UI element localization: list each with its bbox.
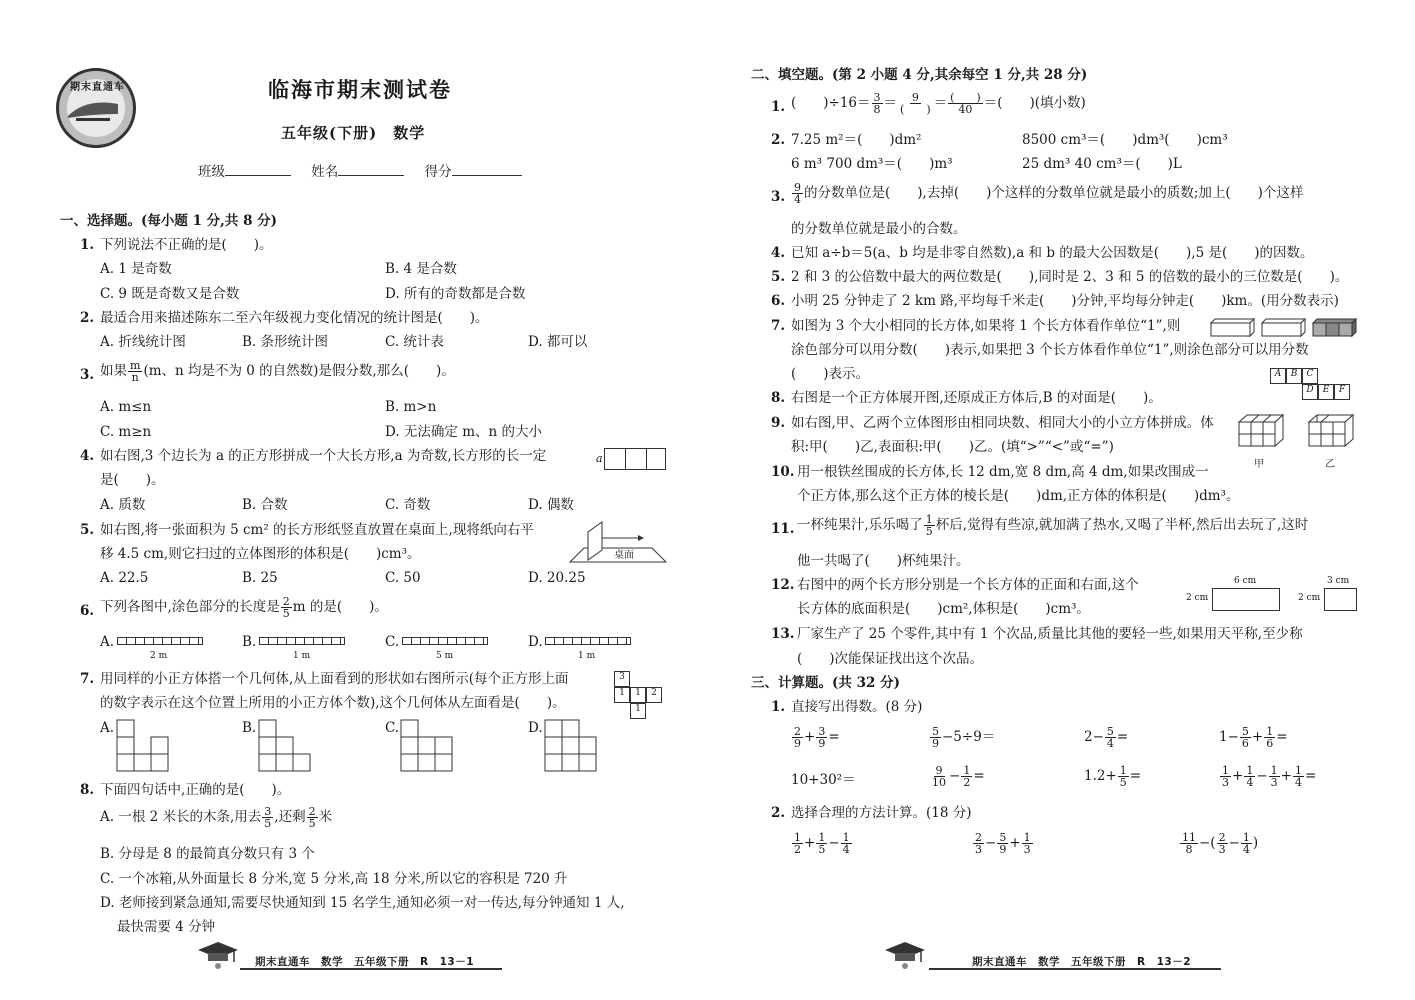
net-cell: E [1318,384,1334,400]
q8-option-d-line1[interactable]: D. 老师接到紧急通知,需要尽快通知到 15 名学生,通知必须一对一传达,每分钟通知 1 人, [100,895,625,911]
calc-1d[interactable]: 1− $\frac{5}{6}$ + $\frac{1}{6}$ = [1219,725,1288,750]
q7-option-d[interactable]: D. [528,720,543,736]
net-cell: B [1286,368,1302,384]
q7-figure-a [116,719,170,773]
page-title: 临海市期末测试卷 [268,77,452,102]
q1-option-a[interactable]: A. 1 是奇数 [100,261,172,277]
q12-side-height: 2 cm [1298,593,1321,603]
q8-stem: 下面四句话中,正确的是( )。 [100,782,291,798]
q6-ruler-c-label: 5 m [436,651,454,661]
section3-heading: 三、计算题。(共 32 分) [751,675,900,691]
fill-q11-number: 11. [771,521,795,537]
q6-number: 6. [80,603,95,619]
q5-option-a[interactable]: A. 22.5 [100,570,149,586]
q6-ruler-b-label: 1 m [293,651,311,661]
calc-2b[interactable]: $\frac{2}{3}$ − $\frac{5}{9}$ + $\frac{1}{3}$ [975,831,1031,856]
q2-option-b[interactable]: B. 条形统计图 [242,334,329,350]
net-cell: F [1334,384,1350,400]
q7-line1: 用同样的小正方体搭一个几何体,从上面看到的形状如右图所示(每个正方形上面 [100,671,569,687]
score-blank[interactable] [452,175,522,176]
fill-q3-number: 3. [771,189,786,205]
grid-cell: 2 [646,687,662,703]
grid-cell: 1 [630,703,646,719]
q7-figure-c [400,719,454,773]
q3-option-b[interactable]: B. m>n [385,399,437,415]
fill-q6[interactable]: 小明 25 分钟走了 2 km 路,平均每千米走( )分钟,平均每分钟走( )km。(用分数表示) [791,293,1339,309]
q8-option-b[interactable]: B. 分母是 8 的最简真分数只有 3 个 [100,846,315,862]
calc-1c[interactable]: 2− $\frac{5}{4}$ = [1084,725,1129,750]
net-cell: D [1302,384,1318,400]
fill-q7-line3[interactable]: ( )表示。 [791,366,870,382]
q5-figure [568,518,668,564]
fill-q13-number: 13. [771,626,795,642]
fill-q5[interactable]: 2 和 3 的公倍数中最大的两位数是( ),同时是 2、3 和 5 的倍数的最小的三位数是( )。 [791,269,1349,285]
q7-number: 7. [80,671,95,687]
calc-1b[interactable]: $\frac{5}{9}$ −5÷9＝ [932,725,996,750]
fill-q2-b[interactable]: 8500 cm³＝( )dm³( )cm³ [1022,132,1228,148]
q3-option-a[interactable]: A. m≤n [100,399,152,415]
q4-option-d[interactable]: D. 偶数 [528,497,574,513]
fill-q7-line1: 如图为 3 个大小相同的长方体,如果将 1 个长方体看作单位“1”,则 [791,318,1181,334]
q3-stem: 如果 $\frac{m}{n}$ (m、n 均是不为 0 的自然数)是假分数,那么( )。 [100,359,455,384]
class-blank[interactable] [225,175,291,176]
fill-q1-number: 1. [771,99,786,115]
q2-option-c[interactable]: C. 统计表 [385,334,444,350]
q2-number: 2. [80,310,95,326]
q6-ruler-a-label: 2 m [150,651,168,661]
q5-line1: 如右图,将一张面积为 5 cm² 的长方形纸竖直放置在桌面上,现将纸向右平 [100,522,534,538]
net-cell: C [1302,368,1318,384]
fill-q2-a[interactable]: 7.25 m²＝( )dm² [791,132,922,148]
q4-option-a[interactable]: A. 质数 [100,497,146,513]
q7-option-a[interactable]: A. [100,720,115,736]
q12-side-rect [1324,588,1357,611]
calc-p2-number: 2. [771,805,786,821]
logo-text: 期末直通车 [70,82,125,93]
q6-ruler-d-label: 1 m [578,651,596,661]
q7-line2: 的数字表示在这个位置上所用的小正方体个数),这个几何体从左面看是( )。 [100,695,566,711]
q7-figure-d [544,719,598,773]
fill-q13-line2[interactable]: ( )次能保证找出这个次品。 [797,651,984,667]
q8-option-c[interactable]: C. 一个冰箱,从外面量长 8 分米,宽 5 分米,高 18 分米,所以它的容积是 720 升 [100,871,568,887]
fill-q3-line2: 的分数单位就是最小的合数。 [791,221,967,237]
graduation-cap-icon [883,940,929,970]
q6-ruler-a [117,637,203,645]
section2-heading: 二、填空题。(第 2 小题 4 分,其余每空 1 分,共 28 分) [751,67,1088,83]
fill-q4[interactable]: 已知 a÷b＝5(a、b 均是非零自然数),a 和 b 的最大公因数是( ),5 是( )的因数。 [791,245,1314,261]
q12-front-height: 2 cm [1186,593,1209,603]
calc-p1-title: 直接写出得数。(8 分) [791,699,923,715]
fill-q9-line2[interactable]: 积:甲( )乙,表面积:甲( )乙。(填“>”“<”或“=”) [791,439,1114,455]
name-blank[interactable] [338,175,404,176]
q6-option-d[interactable]: D. [528,634,543,650]
calc-2a[interactable]: $\frac{1}{2}$ + $\frac{1}{5}$ − $\frac{1}{4}$ [794,831,850,856]
grid-cell: 1 [614,687,630,703]
calc-1f[interactable]: $\frac{9}{10}$ − $\frac{1}{2}$ = [932,764,985,789]
q4-option-b[interactable]: B. 合数 [242,497,288,513]
q3-option-c[interactable]: C. m≥n [100,424,152,440]
q1-number: 1. [80,237,95,253]
q6-option-a[interactable]: A. [100,634,115,650]
fill-q7-number: 7. [771,318,786,334]
cube-net-figure [1270,368,1360,402]
q8-option-a[interactable]: A. 一根 2 米长的木条,用去 $\frac{3}{5}$ ,还剩 $\frac{2}{5}$ 米 [100,805,333,830]
q9-solid-jia [1237,412,1285,452]
fill-q7-line2[interactable]: 涂色部分可以用分数( )表示,如果把 3 个长方体看作单位“1”,则涂色部分可以用分数 [791,342,1309,358]
info-fields [198,163,522,181]
grid-cell: 3 [614,671,630,687]
section1-heading: 一、选择题。(每小题 1 分,共 8 分) [60,213,278,229]
calc-2c[interactable]: $\frac{11}{8}$ −( $\frac{2}{3}$ − $\frac{1}{4}$ ) [1182,831,1259,856]
fill-q3-line1[interactable]: $\frac{9}{4}$ 的分数单位是( ),去掉( )个这样的分数单位就是最小的质数;加上( )个这样 [794,181,1304,206]
q7-cuboids-figure [1210,318,1360,338]
q6-option-c[interactable]: C. [385,634,400,650]
fill-q2-c[interactable]: 6 m³ 700 dm³＝( )m³ [791,156,953,172]
fill-q4-number: 4. [771,245,786,261]
q6-option-b[interactable]: B. [242,634,257,650]
q7-option-b[interactable]: B. [242,720,257,736]
fill-q9-line1: 如右图,甲、乙两个立体图形由相同块数、相同大小的小立方体拼成。体 [791,415,1214,431]
fill-q11-line2[interactable]: 他一共喝了( )杯纯果汁。 [797,553,970,569]
fill-q10-number: 10. [771,464,795,480]
q4-figure [596,448,666,470]
q7-option-c[interactable]: C. [385,720,400,736]
calc-p1-number: 1. [771,699,786,715]
q4-line1: 如右图,3 个边长为 a 的正方形拼成一个大长方形,a 为奇数,长方形的长一定 [100,448,547,464]
q12-front-rect [1212,588,1280,611]
calc-p2-title: 选择合理的方法计算。(18 分) [791,805,972,821]
q9-label-yi: 乙 [1325,459,1335,470]
fill-q12-number: 12. [771,577,795,593]
q1-stem: 下列说法不正确的是( )。 [100,237,273,253]
q6-ruler-d [545,637,631,645]
fill-q8[interactable]: 右图是一个正方体展开图,还原成正方体后,B 的对面是( )。 [791,390,1162,406]
q6-stem: 下列各图中,涂色部分的长度是 $\frac{2}{5}$ m 的是( )。 [100,595,388,620]
q1-option-c[interactable]: C. 9 既是奇数又是合数 [100,286,240,302]
q4-label-a: a [596,452,603,465]
footer-text: 期末直通车 数学 五年级下册 R 13－2 [972,956,1192,968]
fill-q8-number: 8. [771,390,786,406]
fill-q13-line1: 厂家生产了 25 个零件,其中有 1 个次品,质量比其他的要轻一些,如果用天平称,至少称 [797,626,1303,642]
fill-q5-number: 5. [771,269,786,285]
desk-label: 桌面 [614,550,634,561]
logo [56,68,136,148]
q6-ruler-b [259,637,345,645]
q3-number: 3. [80,367,95,383]
footer-text: 期末直通车 数学 五年级下册 R 13－1 [255,956,475,968]
q6-ruler-c [402,637,488,645]
q12-side-width: 3 cm [1327,576,1350,586]
fill-q11-line1: 一杯纯果汁,乐乐喝了 $\frac{1}{5}$ 杯后,觉得有些凉,就加满了热水,又喝了半杯,然后出去玩了,这时 [797,513,1309,538]
graduation-cap-icon [196,940,242,970]
q4-number: 4. [80,448,95,464]
fill-q6-number: 6. [771,293,786,309]
q5-option-c[interactable]: C. 50 [385,570,421,586]
fill-q12-line2[interactable]: 长方体的底面积是( )cm²,体积是( )cm³。 [797,601,1090,617]
left-page [0,0,707,1000]
grid-cell: 1 [630,687,646,703]
page-subtitle: 五年级(下册) 数学 [281,124,426,142]
q5-option-d[interactable]: D. 20.25 [528,570,586,586]
name-label: 姓名 [311,164,339,180]
fill-q2-number: 2. [771,132,786,148]
q5-line2: 移 4.5 cm,则它扫过的立体图形的体积是( )cm³。 [100,546,421,562]
q9-label-jia: 甲 [1254,459,1264,470]
fill-q12-line1: 右图中的两个长方形分别是一个长方体的正面和右面,这个 [797,577,1139,593]
q9-solid-yi [1307,412,1355,452]
fill-q10-line1: 用一根铁丝围成的长方体,长 12 dm,宽 8 dm,高 4 dm,如果改围成一 [797,464,1209,480]
q5-number: 5. [80,522,95,538]
fill-q2-d[interactable]: 25 dm³ 40 cm³＝( )L [1022,156,1182,172]
calc-1h[interactable]: $\frac{1}{3}$ + $\frac{1}{4}$ − $\frac{1}{3}$ + $\frac{1}{4}$ = [1222,764,1317,789]
q8-number: 8. [80,782,95,798]
fill-q10-line2[interactable]: 个正方体,那么这个正方体的棱长是( )dm,正方体的体积是( )dm³。 [797,488,1240,504]
q4-line2: 是( )。 [100,472,165,488]
calc-1e[interactable]: 10+30²＝ [791,772,856,788]
q7-top-view-grid [614,671,668,723]
calc-1a[interactable]: $\frac{2}{9}$ + $\frac{3}{9}$ = [794,725,840,750]
q12-front-width: 6 cm [1234,576,1257,586]
fill-q1[interactable]: ( )÷16＝ $\frac{3}{8}$ ＝ $\frac{9}{( )}$ ＝ $\frac{( )}{40}$ ＝( )(填小数) [791,91,1086,116]
q4-option-c[interactable]: C. 奇数 [385,497,431,513]
q7-figure-b [258,719,312,773]
q2-option-d[interactable]: D. 都可以 [528,334,588,350]
q1-option-d[interactable]: D. 所有的奇数都是合数 [385,286,526,302]
right-page [707,0,1415,1000]
class-label: 班级 [198,164,225,180]
fill-q9-number: 9. [771,415,786,431]
q5-option-b[interactable]: B. 25 [242,570,278,586]
score-label: 得分 [424,164,452,180]
q1-option-b[interactable]: B. 4 是合数 [385,261,457,277]
q2-option-a[interactable]: A. 折线统计图 [100,334,186,350]
q3-option-d[interactable]: D. 无法确定 m、n 的大小 [385,424,543,440]
net-cell: A [1270,368,1286,384]
calc-1g[interactable]: 1.2+ $\frac{1}{5}$ = [1084,764,1142,789]
q2-stem: 最适合用来描述陈东二至六年级视力变化情况的统计图是( )。 [100,310,489,326]
q8-option-d-line2: 最快需要 4 分钟 [117,919,216,935]
